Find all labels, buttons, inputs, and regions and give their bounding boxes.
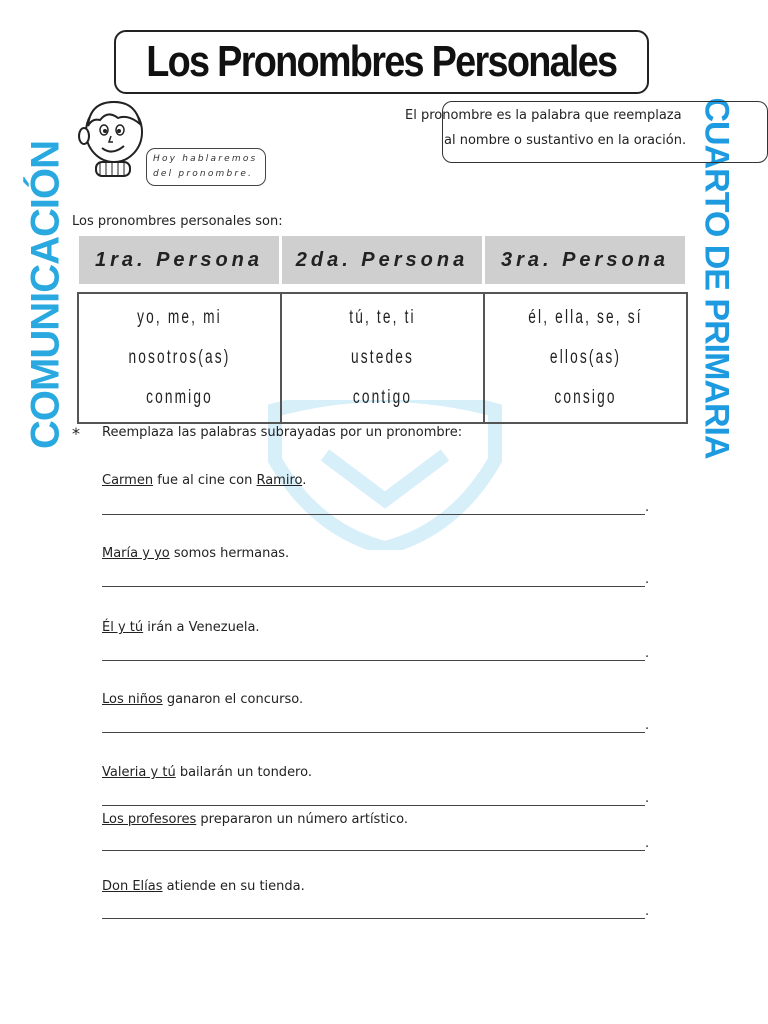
header-first-person: 1ra. Persona — [78, 236, 281, 284]
exercise-sentence — [102, 692, 303, 707]
bullet-marker: * — [72, 424, 80, 443]
underlined-word: Valeria y tú — [102, 765, 176, 780]
sentence-text: . — [302, 473, 307, 488]
exercise-sentence — [102, 473, 306, 488]
line-end-dot: . — [645, 836, 650, 851]
sentence-text: ganaron el concurso. — [162, 692, 304, 707]
answer-line[interactable] — [102, 850, 645, 851]
exercise-sentence — [102, 812, 408, 827]
cartoon-boy-icon — [78, 96, 150, 184]
line-end-dot: . — [645, 718, 650, 733]
exercise-sentence — [102, 546, 289, 561]
underlined-word: Don Elías — [102, 879, 163, 894]
sentence-text: bailarán un tondero. — [175, 765, 312, 780]
sentence-text: atiende en su tienda. — [162, 879, 305, 894]
underlined-word: Los niños — [102, 692, 163, 707]
pronoun-text: consigo — [553, 387, 617, 408]
header-second-person: 2da. Persona — [281, 236, 484, 284]
underlined-word: Los profesores — [102, 812, 197, 827]
pronoun-table — [76, 236, 688, 424]
side-label-grade: CUARTO DE PRIMARIA — [697, 97, 736, 459]
sentence-text: irán a Venezuela. — [143, 620, 260, 635]
exercise-sentence — [102, 620, 260, 635]
sentence-text: somos hermanas. — [169, 546, 290, 561]
pronoun-text: él, ella, se, sí — [527, 307, 643, 328]
exercise-sentence — [102, 879, 305, 894]
underlined-word: Ramiro — [256, 473, 303, 488]
line-end-dot: . — [645, 791, 650, 806]
table-row — [78, 293, 687, 423]
sentence-text: prepararon un número artístico. — [196, 812, 409, 827]
sentence-text: fue al cine con — [153, 473, 257, 488]
pronoun-text: nosotros(as) — [128, 347, 230, 368]
pronoun-text: ustedes — [350, 347, 414, 368]
answer-line[interactable] — [102, 514, 645, 515]
answer-line[interactable] — [102, 918, 645, 919]
definition-line: El pronombre es la palabra que reemplaza — [405, 108, 682, 123]
pronoun-text: conmigo — [145, 387, 213, 408]
cell-first-person — [78, 293, 281, 423]
pronoun-text: ellos(as) — [549, 347, 621, 368]
answer-line[interactable] — [102, 586, 645, 587]
cell-second-person — [281, 293, 484, 423]
definition-line: al nombre o sustantivo en la oración. — [444, 133, 687, 148]
page-title: Los Pronombres Personales — [146, 37, 617, 86]
speech-line: del pronombre. — [153, 169, 254, 179]
underlined-word: Él y tú — [102, 620, 144, 635]
line-end-dot: . — [645, 572, 650, 587]
table-header-row — [78, 236, 687, 284]
speech-line: Hoy hablaremos — [153, 154, 258, 164]
answer-line[interactable] — [102, 732, 645, 733]
side-label-subject: COMUNICACIÓN — [23, 141, 68, 449]
pronoun-text: contigo — [352, 387, 412, 408]
title-box — [114, 30, 649, 94]
pronoun-text: tú, te, ti — [348, 307, 416, 328]
underlined-word: Carmen — [102, 473, 154, 488]
answer-line[interactable] — [102, 805, 645, 806]
line-end-dot: . — [645, 500, 650, 515]
intro-text: Los pronombres personales son: — [72, 214, 283, 229]
underlined-word: María y yo — [102, 546, 170, 561]
line-end-dot: . — [645, 646, 650, 661]
cell-third-person — [484, 293, 687, 423]
exercise-instruction: Reemplaza las palabras subrayadas por un pronombre: — [102, 425, 463, 440]
speech-bubble — [146, 148, 266, 186]
line-end-dot: . — [645, 904, 650, 919]
answer-line[interactable] — [102, 660, 645, 661]
pronoun-text: yo, me, mi — [136, 307, 222, 328]
exercise-sentence — [102, 765, 312, 780]
header-third-person: 3ra. Persona — [484, 236, 687, 284]
